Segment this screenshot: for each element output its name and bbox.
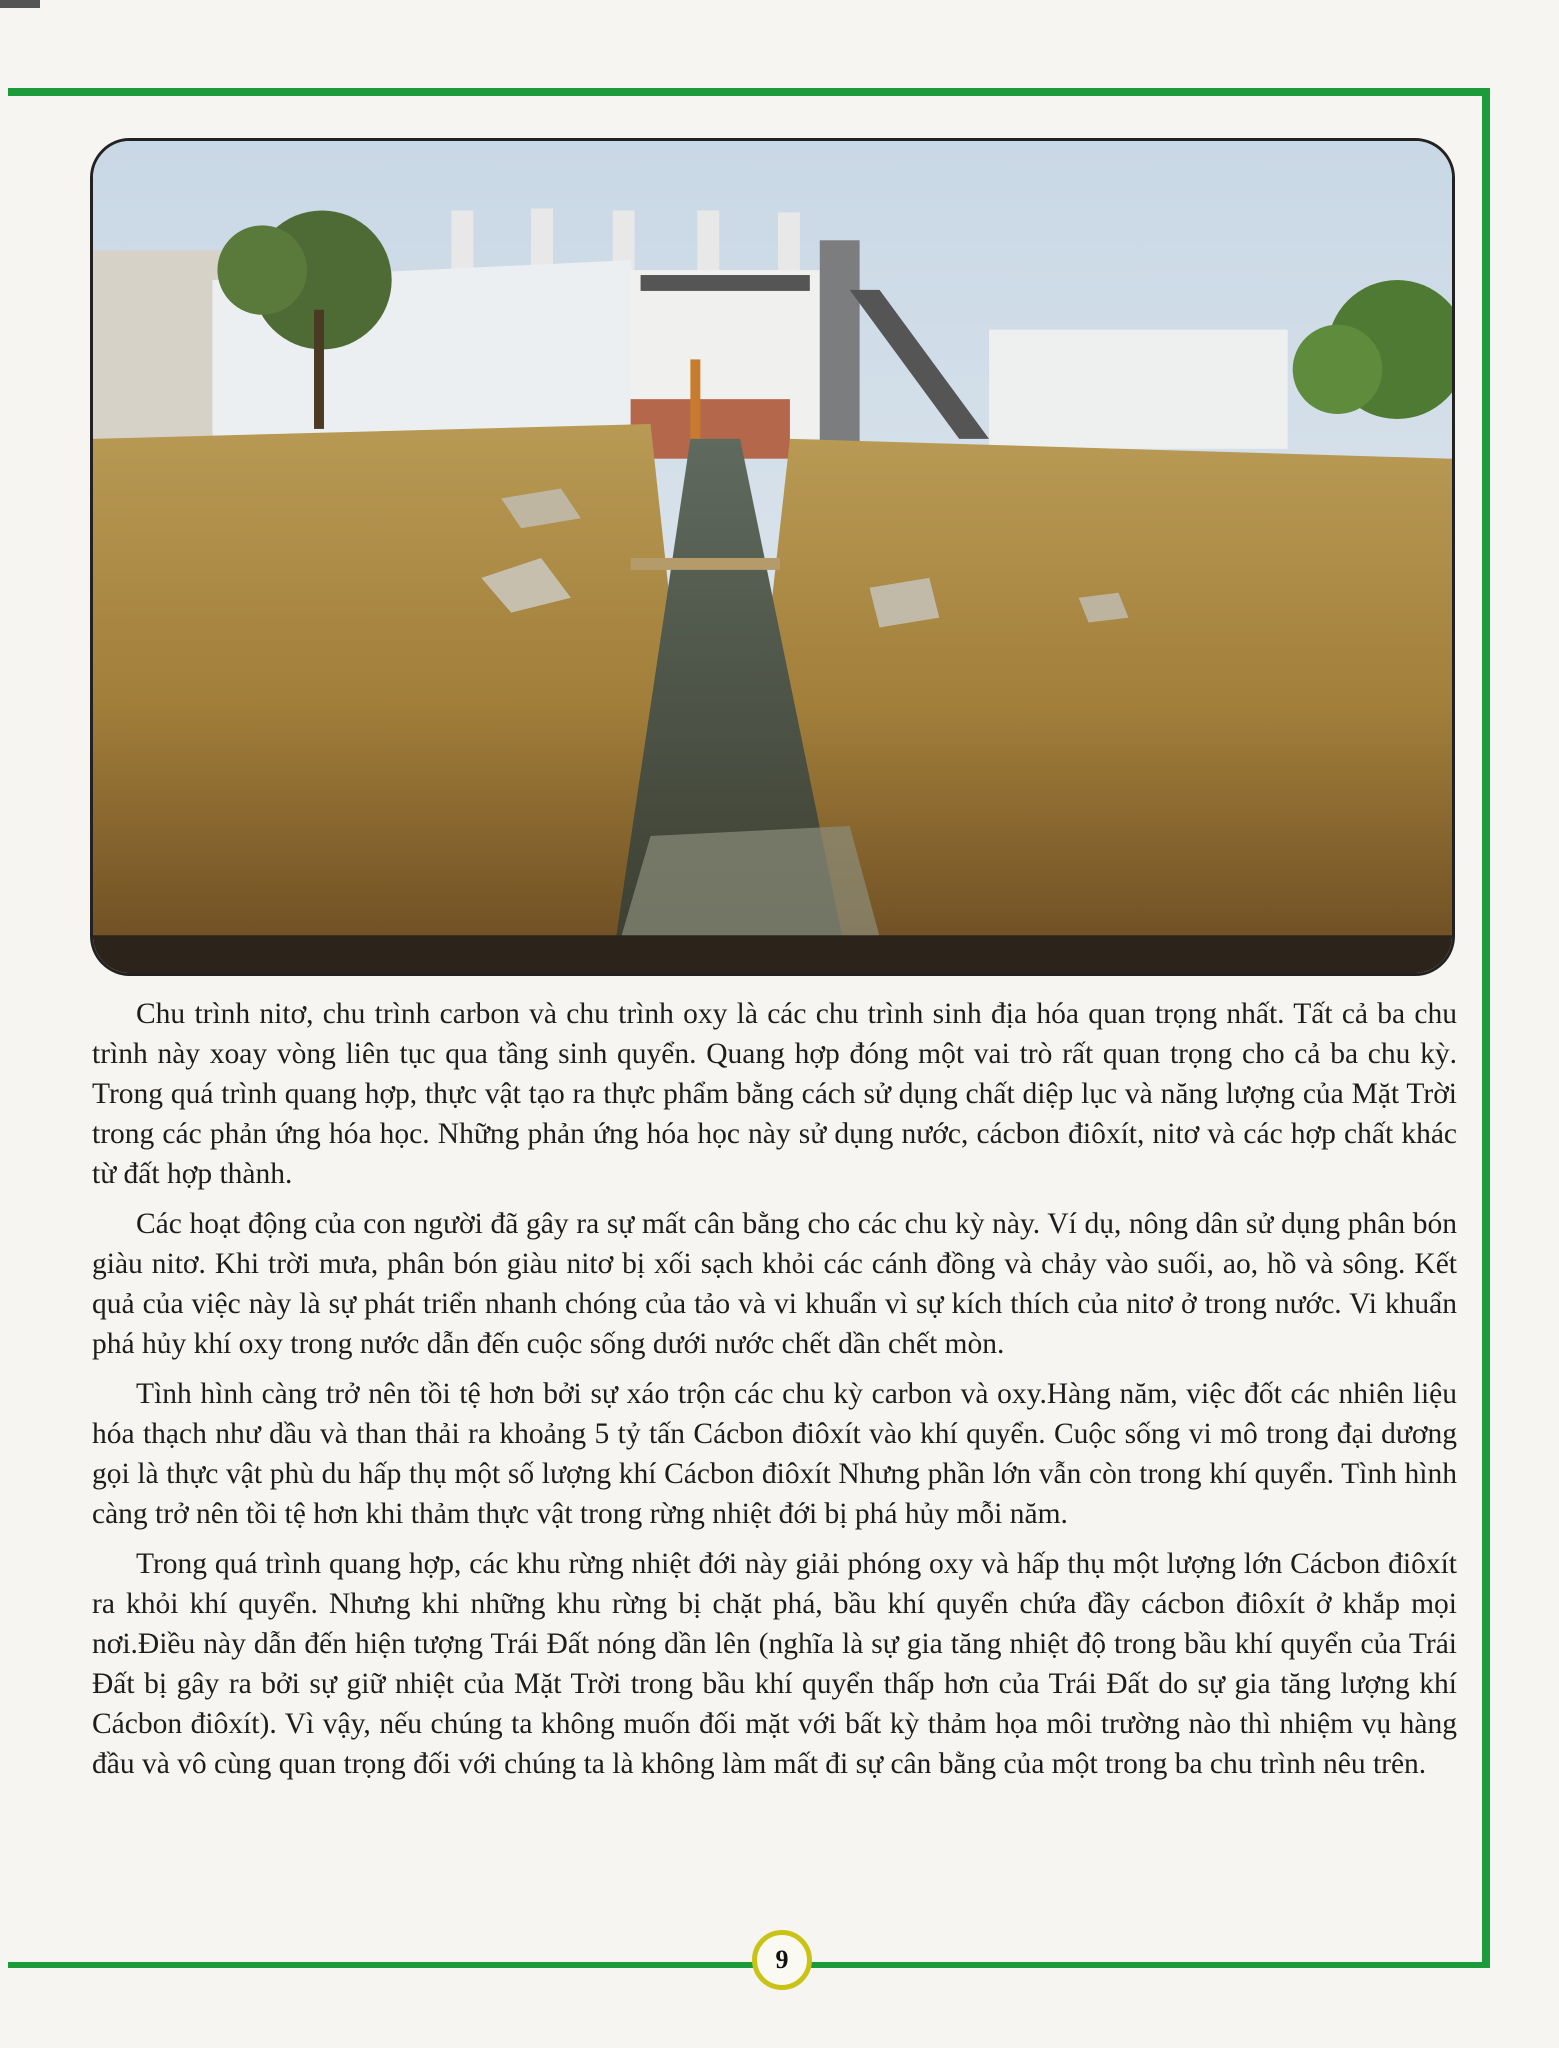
factory-ditch-photo xyxy=(90,138,1455,976)
photo-illustration xyxy=(93,141,1452,973)
paragraph-2: Các hoạt động của con người đã gây ra sự mất cân bằng cho các chu kỳ này. Ví dụ, nông dân sử dụng phân bón giàu nitơ. Khi trời mưa, phân bón giàu nitơ bị xối sạch khỏi các cánh đồng và chảy vào suối, ao, hồ và sông. Kết quả của việc này là sự phát triển nhanh chóng của tảo và vi khuẩn vì sự kích thích của nitơ ở trong nước. Vi khuẩn phá hủy khí oxy trong nước dẫn đến cuộc sống dưới nước chết dần chết mòn. xyxy=(92,1208,1457,1360)
paragraph-3: Tình hình càng trở nên tồi tệ hơn bởi sự xáo trộn các chu kỳ carbon và oxy.Hàng năm, việc đốt các nhiên liệu hóa thạch như dầu và than thải ra khoảng 5 tỷ tấn Cácbon điôxít vào khí quyển. Cuộc sống vi mô trong đại dương gọi là thực vật phù du hấp thụ một số lượng khí Cácbon điôxít Nhưng phần lớn vẫn còn trong khí quyển. Tình hình càng trở nên tồi tệ hơn khi thảm thực vật trong rừng nhiệt đới bị phá hủy mỗi năm. xyxy=(92,1378,1457,1530)
body-text xyxy=(92,994,1457,1794)
page-number xyxy=(752,1930,812,1990)
page-number-text: 9 xyxy=(775,1945,789,1974)
corner-mark xyxy=(0,0,40,8)
paragraph-4: Trong quá trình quang hợp, các khu rừng nhiệt đới này giải phóng oxy và hấp thụ một lượng lớn Cácbon điôxít ra khỏi khí quyển. Nhưng khi những khu rừng bị chặt phá, bầu khí quyển chứa đầy cácbon điôxít ở khắp mọi nơi.Điều này dẫn đến hiện tượng Trái Đất nóng dần lên (nghĩa là sự gia tăng nhiệt độ trong bầu khí quyển của Trái Đất bị gây ra bởi sự giữ nhiệt của Mặt Trời trong bầu khí quyển thấp hơn của Trái Đất do sự gia tăng lượng khí Cácbon điôxít). Vì vậy, nếu chúng ta không muốn đối mặt với bất kỳ thảm họa môi trường nào thì nhiệm vụ hàng đầu và vô cùng quan trọng đối với chúng ta là không làm mất đi sự cân bằng của một trong ba chu trình nêu trên. xyxy=(92,1548,1457,1780)
paragraph-1: Chu trình nitơ, chu trình carbon và chu trình oxy là các chu trình sinh địa hóa quan trọng nhất. Tất cả ba chu trình này xoay vòng liên tục qua tầng sinh quyển. Quang hợp đóng một vai trò rất quan trọng cho cả ba chu kỳ. Trong quá trình quang hợp, thực vật tạo ra thực phẩm bằng cách sử dụng chất diệp lục và năng lượng của Mặt Trời trong các phản ứng hóa học. Những phản ứng hóa học này sử dụng nước, cácbon điôxít, nitơ và các hợp chất khác từ đất hợp thành. xyxy=(92,998,1457,1190)
